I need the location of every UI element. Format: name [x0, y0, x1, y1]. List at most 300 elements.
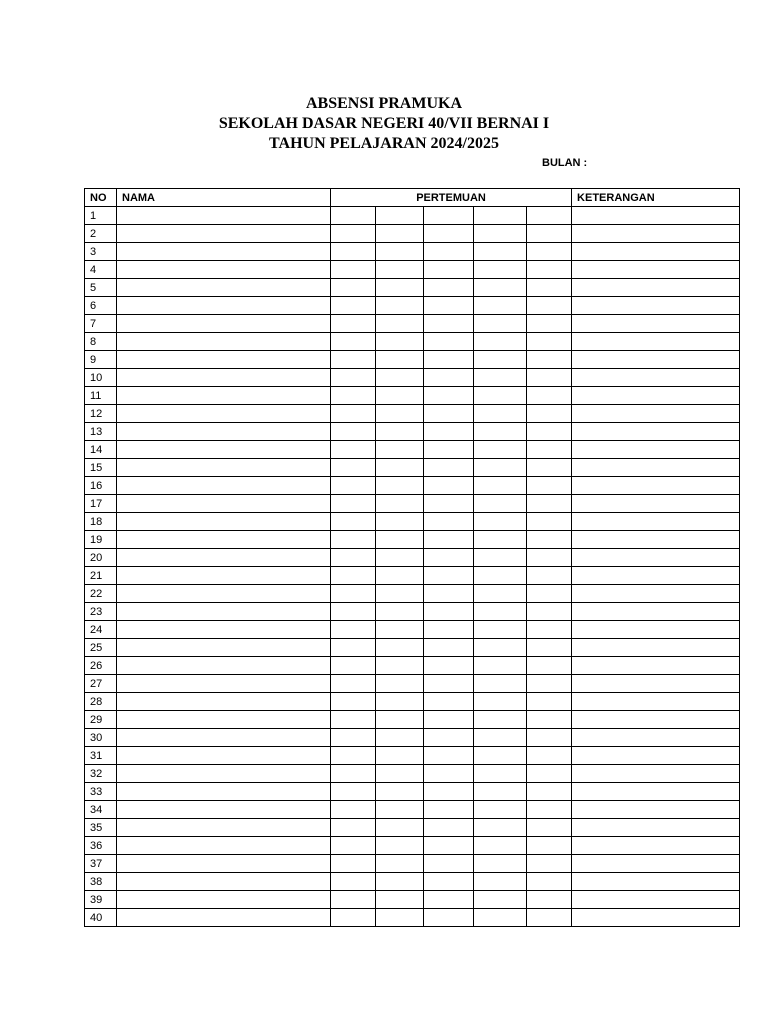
pertemuan-cell[interactable] — [424, 711, 474, 729]
keterangan-cell[interactable] — [572, 441, 740, 459]
keterangan-cell[interactable] — [572, 261, 740, 279]
pertemuan-cell[interactable] — [376, 459, 424, 477]
pertemuan-cell[interactable] — [474, 603, 527, 621]
row-number: 2 — [85, 225, 117, 243]
pertemuan-cell[interactable] — [424, 855, 474, 873]
keterangan-cell[interactable] — [572, 369, 740, 387]
pertemuan-cell[interactable] — [424, 225, 474, 243]
pertemuan-cell[interactable] — [527, 531, 572, 549]
pertemuan-cell[interactable] — [527, 639, 572, 657]
nama-cell[interactable] — [117, 477, 331, 495]
pertemuan-cell[interactable] — [424, 891, 474, 909]
pertemuan-cell[interactable] — [474, 567, 527, 585]
pertemuan-cell[interactable] — [331, 765, 376, 783]
pertemuan-cell[interactable] — [376, 315, 424, 333]
nama-cell[interactable] — [117, 657, 331, 675]
keterangan-cell[interactable] — [572, 837, 740, 855]
keterangan-cell[interactable] — [572, 603, 740, 621]
pertemuan-cell[interactable] — [424, 387, 474, 405]
pertemuan-cell[interactable] — [527, 549, 572, 567]
keterangan-cell[interactable] — [572, 801, 740, 819]
keterangan-cell[interactable] — [572, 585, 740, 603]
nama-cell[interactable] — [117, 585, 331, 603]
pertemuan-cell[interactable] — [331, 495, 376, 513]
keterangan-cell[interactable] — [572, 783, 740, 801]
nama-cell[interactable] — [117, 261, 331, 279]
pertemuan-cell[interactable] — [331, 891, 376, 909]
pertemuan-cell[interactable] — [424, 837, 474, 855]
nama-cell[interactable] — [117, 639, 331, 657]
pertemuan-cell[interactable] — [331, 621, 376, 639]
pertemuan-cell[interactable] — [376, 675, 424, 693]
keterangan-cell[interactable] — [572, 243, 740, 261]
pertemuan-cell[interactable] — [527, 477, 572, 495]
pertemuan-cell[interactable] — [331, 225, 376, 243]
table-row — [85, 297, 740, 315]
keterangan-cell[interactable] — [572, 909, 740, 927]
pertemuan-cell[interactable] — [527, 585, 572, 603]
column-header-pertemuan: PERTEMUAN — [331, 189, 572, 207]
pertemuan-cell[interactable] — [331, 351, 376, 369]
row-number: 14 — [85, 441, 117, 459]
nama-cell[interactable] — [117, 837, 331, 855]
keterangan-cell[interactable] — [572, 873, 740, 891]
nama-cell[interactable] — [117, 891, 331, 909]
pertemuan-cell[interactable] — [527, 783, 572, 801]
pertemuan-cell[interactable] — [527, 459, 572, 477]
pertemuan-cell[interactable] — [376, 639, 424, 657]
pertemuan-cell[interactable] — [376, 783, 424, 801]
pertemuan-cell[interactable] — [474, 783, 527, 801]
pertemuan-cell[interactable] — [424, 441, 474, 459]
pertemuan-cell[interactable] — [331, 639, 376, 657]
pertemuan-cell[interactable] — [424, 459, 474, 477]
pertemuan-cell[interactable] — [331, 261, 376, 279]
pertemuan-cell[interactable] — [331, 567, 376, 585]
pertemuan-cell[interactable] — [474, 441, 527, 459]
pertemuan-cell[interactable] — [474, 621, 527, 639]
pertemuan-cell[interactable] — [376, 873, 424, 891]
nama-cell[interactable] — [117, 711, 331, 729]
nama-cell[interactable] — [117, 783, 331, 801]
nama-cell[interactable] — [117, 207, 331, 225]
pertemuan-cell[interactable] — [474, 531, 527, 549]
nama-cell[interactable] — [117, 909, 331, 927]
title-line-3: TAHUN PELAJARAN 2024/2025 — [269, 135, 499, 152]
table-row — [85, 729, 740, 747]
pertemuan-cell[interactable] — [376, 387, 424, 405]
document-title — [0, 94, 768, 154]
keterangan-cell[interactable] — [572, 891, 740, 909]
pertemuan-cell[interactable] — [527, 261, 572, 279]
pertemuan-cell[interactable] — [527, 567, 572, 585]
pertemuan-cell[interactable] — [527, 855, 572, 873]
pertemuan-cell[interactable] — [331, 909, 376, 927]
nama-cell[interactable] — [117, 765, 331, 783]
keterangan-cell[interactable] — [572, 225, 740, 243]
pertemuan-cell[interactable] — [527, 423, 572, 441]
keterangan-cell[interactable] — [572, 513, 740, 531]
pertemuan-cell[interactable] — [376, 441, 424, 459]
pertemuan-cell[interactable] — [474, 549, 527, 567]
nama-cell[interactable] — [117, 315, 331, 333]
table-row — [85, 855, 740, 873]
nama-cell[interactable] — [117, 855, 331, 873]
pertemuan-cell[interactable] — [331, 693, 376, 711]
pertemuan-cell[interactable] — [424, 675, 474, 693]
pertemuan-cell[interactable] — [527, 243, 572, 261]
pertemuan-cell[interactable] — [424, 621, 474, 639]
nama-cell[interactable] — [117, 279, 331, 297]
nama-cell[interactable] — [117, 873, 331, 891]
pertemuan-cell[interactable] — [424, 513, 474, 531]
pertemuan-cell[interactable] — [331, 423, 376, 441]
keterangan-cell[interactable] — [572, 765, 740, 783]
pertemuan-cell[interactable] — [331, 315, 376, 333]
pertemuan-cell[interactable] — [424, 279, 474, 297]
pertemuan-cell[interactable] — [424, 315, 474, 333]
pertemuan-cell[interactable] — [474, 585, 527, 603]
pertemuan-cell[interactable] — [474, 747, 527, 765]
pertemuan-cell[interactable] — [376, 549, 424, 567]
pertemuan-cell[interactable] — [424, 909, 474, 927]
pertemuan-cell[interactable] — [474, 459, 527, 477]
keterangan-cell[interactable] — [572, 657, 740, 675]
keterangan-cell[interactable] — [572, 207, 740, 225]
pertemuan-cell[interactable] — [474, 729, 527, 747]
keterangan-cell[interactable] — [572, 531, 740, 549]
pertemuan-cell[interactable] — [527, 297, 572, 315]
pertemuan-cell[interactable] — [527, 387, 572, 405]
pertemuan-cell[interactable] — [474, 819, 527, 837]
pertemuan-cell[interactable] — [424, 801, 474, 819]
pertemuan-cell[interactable] — [474, 873, 527, 891]
pertemuan-cell[interactable] — [424, 243, 474, 261]
row-number: 11 — [85, 387, 117, 405]
row-number: 8 — [85, 333, 117, 351]
pertemuan-cell[interactable] — [331, 333, 376, 351]
pertemuan-cell[interactable] — [376, 261, 424, 279]
nama-cell[interactable] — [117, 621, 331, 639]
pertemuan-cell[interactable] — [331, 801, 376, 819]
pertemuan-cell[interactable] — [331, 657, 376, 675]
keterangan-cell[interactable] — [572, 477, 740, 495]
pertemuan-cell[interactable] — [527, 675, 572, 693]
keterangan-cell[interactable] — [572, 333, 740, 351]
pertemuan-cell[interactable] — [474, 891, 527, 909]
pertemuan-cell[interactable] — [331, 603, 376, 621]
pertemuan-cell[interactable] — [527, 711, 572, 729]
pertemuan-cell[interactable] — [331, 387, 376, 405]
keterangan-cell[interactable] — [572, 711, 740, 729]
pertemuan-cell[interactable] — [331, 279, 376, 297]
pertemuan-cell[interactable] — [474, 387, 527, 405]
pertemuan-cell[interactable] — [474, 261, 527, 279]
pertemuan-cell[interactable] — [474, 351, 527, 369]
pertemuan-cell[interactable] — [331, 531, 376, 549]
pertemuan-cell[interactable] — [424, 657, 474, 675]
nama-cell[interactable] — [117, 693, 331, 711]
keterangan-cell[interactable] — [572, 819, 740, 837]
pertemuan-cell[interactable] — [474, 639, 527, 657]
pertemuan-cell[interactable] — [331, 441, 376, 459]
pertemuan-cell[interactable] — [331, 477, 376, 495]
pertemuan-cell[interactable] — [376, 837, 424, 855]
nama-cell[interactable] — [117, 369, 331, 387]
pertemuan-cell[interactable] — [527, 801, 572, 819]
nama-cell[interactable] — [117, 747, 331, 765]
pertemuan-cell[interactable] — [424, 783, 474, 801]
pertemuan-cell[interactable] — [376, 423, 424, 441]
nama-cell[interactable] — [117, 495, 331, 513]
pertemuan-cell[interactable] — [527, 369, 572, 387]
nama-cell[interactable] — [117, 819, 331, 837]
pertemuan-cell[interactable] — [331, 459, 376, 477]
pertemuan-cell[interactable] — [527, 225, 572, 243]
nama-cell[interactable] — [117, 441, 331, 459]
nama-cell[interactable] — [117, 513, 331, 531]
keterangan-cell[interactable] — [572, 693, 740, 711]
pertemuan-cell[interactable] — [376, 297, 424, 315]
pertemuan-cell[interactable] — [331, 297, 376, 315]
pertemuan-cell[interactable] — [527, 891, 572, 909]
pertemuan-cell[interactable] — [474, 495, 527, 513]
pertemuan-cell[interactable] — [474, 225, 527, 243]
pertemuan-cell[interactable] — [424, 747, 474, 765]
pertemuan-cell[interactable] — [376, 333, 424, 351]
keterangan-cell[interactable] — [572, 405, 740, 423]
pertemuan-cell[interactable] — [376, 891, 424, 909]
pertemuan-cell[interactable] — [527, 819, 572, 837]
pertemuan-cell[interactable] — [424, 405, 474, 423]
pertemuan-cell[interactable] — [474, 693, 527, 711]
pertemuan-cell[interactable] — [376, 405, 424, 423]
pertemuan-cell[interactable] — [424, 549, 474, 567]
nama-cell[interactable] — [117, 729, 331, 747]
pertemuan-cell[interactable] — [376, 729, 424, 747]
table-row — [85, 279, 740, 297]
pertemuan-cell[interactable] — [474, 315, 527, 333]
pertemuan-cell[interactable] — [474, 297, 527, 315]
pertemuan-cell[interactable] — [424, 639, 474, 657]
nama-cell[interactable] — [117, 387, 331, 405]
nama-cell[interactable] — [117, 459, 331, 477]
pertemuan-cell[interactable] — [376, 693, 424, 711]
table-row — [85, 477, 740, 495]
pertemuan-cell[interactable] — [376, 801, 424, 819]
pertemuan-cell[interactable] — [424, 819, 474, 837]
pertemuan-cell[interactable] — [376, 207, 424, 225]
pertemuan-cell[interactable] — [376, 567, 424, 585]
pertemuan-cell[interactable] — [527, 441, 572, 459]
nama-cell[interactable] — [117, 225, 331, 243]
pertemuan-cell[interactable] — [376, 909, 424, 927]
nama-cell[interactable] — [117, 567, 331, 585]
keterangan-cell[interactable] — [572, 459, 740, 477]
pertemuan-cell[interactable] — [376, 531, 424, 549]
pertemuan-cell[interactable] — [527, 837, 572, 855]
pertemuan-cell[interactable] — [424, 423, 474, 441]
pertemuan-cell[interactable] — [376, 477, 424, 495]
pertemuan-cell[interactable] — [376, 603, 424, 621]
pertemuan-cell[interactable] — [376, 351, 424, 369]
table-row — [85, 603, 740, 621]
keterangan-cell[interactable] — [572, 351, 740, 369]
keterangan-cell[interactable] — [572, 567, 740, 585]
pertemuan-cell[interactable] — [527, 747, 572, 765]
pertemuan-cell[interactable] — [376, 585, 424, 603]
keterangan-cell[interactable] — [572, 675, 740, 693]
nama-cell[interactable] — [117, 675, 331, 693]
pertemuan-cell[interactable] — [474, 513, 527, 531]
pertemuan-cell[interactable] — [424, 873, 474, 891]
pertemuan-cell[interactable] — [376, 225, 424, 243]
pertemuan-cell[interactable] — [331, 711, 376, 729]
pertemuan-cell[interactable] — [527, 279, 572, 297]
pertemuan-cell[interactable] — [474, 243, 527, 261]
pertemuan-cell[interactable] — [424, 729, 474, 747]
nama-cell[interactable] — [117, 603, 331, 621]
pertemuan-cell[interactable] — [474, 477, 527, 495]
pertemuan-cell[interactable] — [331, 243, 376, 261]
pertemuan-cell[interactable] — [376, 279, 424, 297]
nama-cell[interactable] — [117, 333, 331, 351]
keterangan-cell[interactable] — [572, 315, 740, 333]
pertemuan-cell[interactable] — [376, 513, 424, 531]
pertemuan-cell[interactable] — [527, 909, 572, 927]
keterangan-cell[interactable] — [572, 423, 740, 441]
row-number: 9 — [85, 351, 117, 369]
pertemuan-cell[interactable] — [424, 603, 474, 621]
pertemuan-cell[interactable] — [527, 765, 572, 783]
keterangan-cell[interactable] — [572, 639, 740, 657]
pertemuan-cell[interactable] — [331, 585, 376, 603]
pertemuan-cell[interactable] — [331, 549, 376, 567]
pertemuan-cell[interactable] — [424, 333, 474, 351]
pertemuan-cell[interactable] — [527, 333, 572, 351]
nama-cell[interactable] — [117, 531, 331, 549]
pertemuan-cell[interactable] — [331, 207, 376, 225]
pertemuan-cell[interactable] — [424, 297, 474, 315]
pertemuan-cell[interactable] — [527, 513, 572, 531]
nama-cell[interactable] — [117, 297, 331, 315]
pertemuan-cell[interactable] — [474, 333, 527, 351]
pertemuan-cell[interactable] — [527, 495, 572, 513]
keterangan-cell[interactable] — [572, 279, 740, 297]
pertemuan-cell[interactable] — [474, 765, 527, 783]
pertemuan-cell[interactable] — [424, 495, 474, 513]
pertemuan-cell[interactable] — [474, 207, 527, 225]
pertemuan-cell[interactable] — [331, 783, 376, 801]
pertemuan-cell[interactable] — [474, 423, 527, 441]
nama-cell[interactable] — [117, 801, 331, 819]
pertemuan-cell[interactable] — [331, 819, 376, 837]
pertemuan-cell[interactable] — [376, 855, 424, 873]
pertemuan-cell[interactable] — [474, 711, 527, 729]
pertemuan-cell[interactable] — [424, 261, 474, 279]
pertemuan-cell[interactable] — [527, 729, 572, 747]
pertemuan-cell[interactable] — [331, 513, 376, 531]
pertemuan-cell[interactable] — [376, 747, 424, 765]
pertemuan-cell[interactable] — [376, 819, 424, 837]
pertemuan-cell[interactable] — [527, 207, 572, 225]
keterangan-cell[interactable] — [572, 387, 740, 405]
pertemuan-cell[interactable] — [331, 675, 376, 693]
pertemuan-cell[interactable] — [527, 657, 572, 675]
nama-cell[interactable] — [117, 243, 331, 261]
pertemuan-cell[interactable] — [376, 711, 424, 729]
pertemuan-cell[interactable] — [474, 279, 527, 297]
table-row — [85, 891, 740, 909]
pertemuan-cell[interactable] — [474, 369, 527, 387]
keterangan-cell[interactable] — [572, 297, 740, 315]
nama-cell[interactable] — [117, 405, 331, 423]
pertemuan-cell[interactable] — [331, 837, 376, 855]
pertemuan-cell[interactable] — [527, 405, 572, 423]
nama-cell[interactable] — [117, 423, 331, 441]
pertemuan-cell[interactable] — [331, 405, 376, 423]
pertemuan-cell[interactable] — [331, 873, 376, 891]
row-number: 16 — [85, 477, 117, 495]
pertemuan-cell[interactable] — [527, 873, 572, 891]
pertemuan-cell[interactable] — [376, 621, 424, 639]
pertemuan-cell[interactable] — [474, 909, 527, 927]
pertemuan-cell[interactable] — [474, 405, 527, 423]
nama-cell[interactable] — [117, 549, 331, 567]
pertemuan-cell[interactable] — [331, 747, 376, 765]
pertemuan-cell[interactable] — [474, 675, 527, 693]
pertemuan-cell[interactable] — [376, 243, 424, 261]
nama-cell[interactable] — [117, 351, 331, 369]
pertemuan-cell[interactable] — [424, 477, 474, 495]
pertemuan-cell[interactable] — [527, 603, 572, 621]
keterangan-cell[interactable] — [572, 747, 740, 765]
pertemuan-cell[interactable] — [527, 315, 572, 333]
keterangan-cell[interactable] — [572, 621, 740, 639]
table-row — [85, 261, 740, 279]
pertemuan-cell[interactable] — [376, 657, 424, 675]
keterangan-cell[interactable] — [572, 855, 740, 873]
table-row — [85, 765, 740, 783]
keterangan-cell[interactable] — [572, 729, 740, 747]
pertemuan-cell[interactable] — [424, 585, 474, 603]
pertemuan-cell[interactable] — [474, 801, 527, 819]
row-number: 27 — [85, 675, 117, 693]
pertemuan-cell[interactable] — [424, 567, 474, 585]
pertemuan-cell[interactable] — [376, 765, 424, 783]
pertemuan-cell[interactable] — [376, 495, 424, 513]
pertemuan-cell[interactable] — [474, 657, 527, 675]
pertemuan-cell[interactable] — [527, 693, 572, 711]
pertemuan-cell[interactable] — [331, 729, 376, 747]
column-header-nama: NAMA — [117, 189, 331, 207]
pertemuan-cell[interactable] — [527, 351, 572, 369]
keterangan-cell[interactable] — [572, 495, 740, 513]
pertemuan-cell[interactable] — [331, 369, 376, 387]
pertemuan-cell[interactable] — [424, 531, 474, 549]
pertemuan-cell[interactable] — [424, 351, 474, 369]
pertemuan-cell[interactable] — [424, 693, 474, 711]
pertemuan-cell[interactable] — [474, 855, 527, 873]
keterangan-cell[interactable] — [572, 549, 740, 567]
pertemuan-cell[interactable] — [424, 207, 474, 225]
pertemuan-cell[interactable] — [424, 765, 474, 783]
pertemuan-cell[interactable] — [331, 855, 376, 873]
pertemuan-cell[interactable] — [424, 369, 474, 387]
pertemuan-cell[interactable] — [376, 369, 424, 387]
pertemuan-cell[interactable] — [527, 621, 572, 639]
pertemuan-cell[interactable] — [474, 837, 527, 855]
